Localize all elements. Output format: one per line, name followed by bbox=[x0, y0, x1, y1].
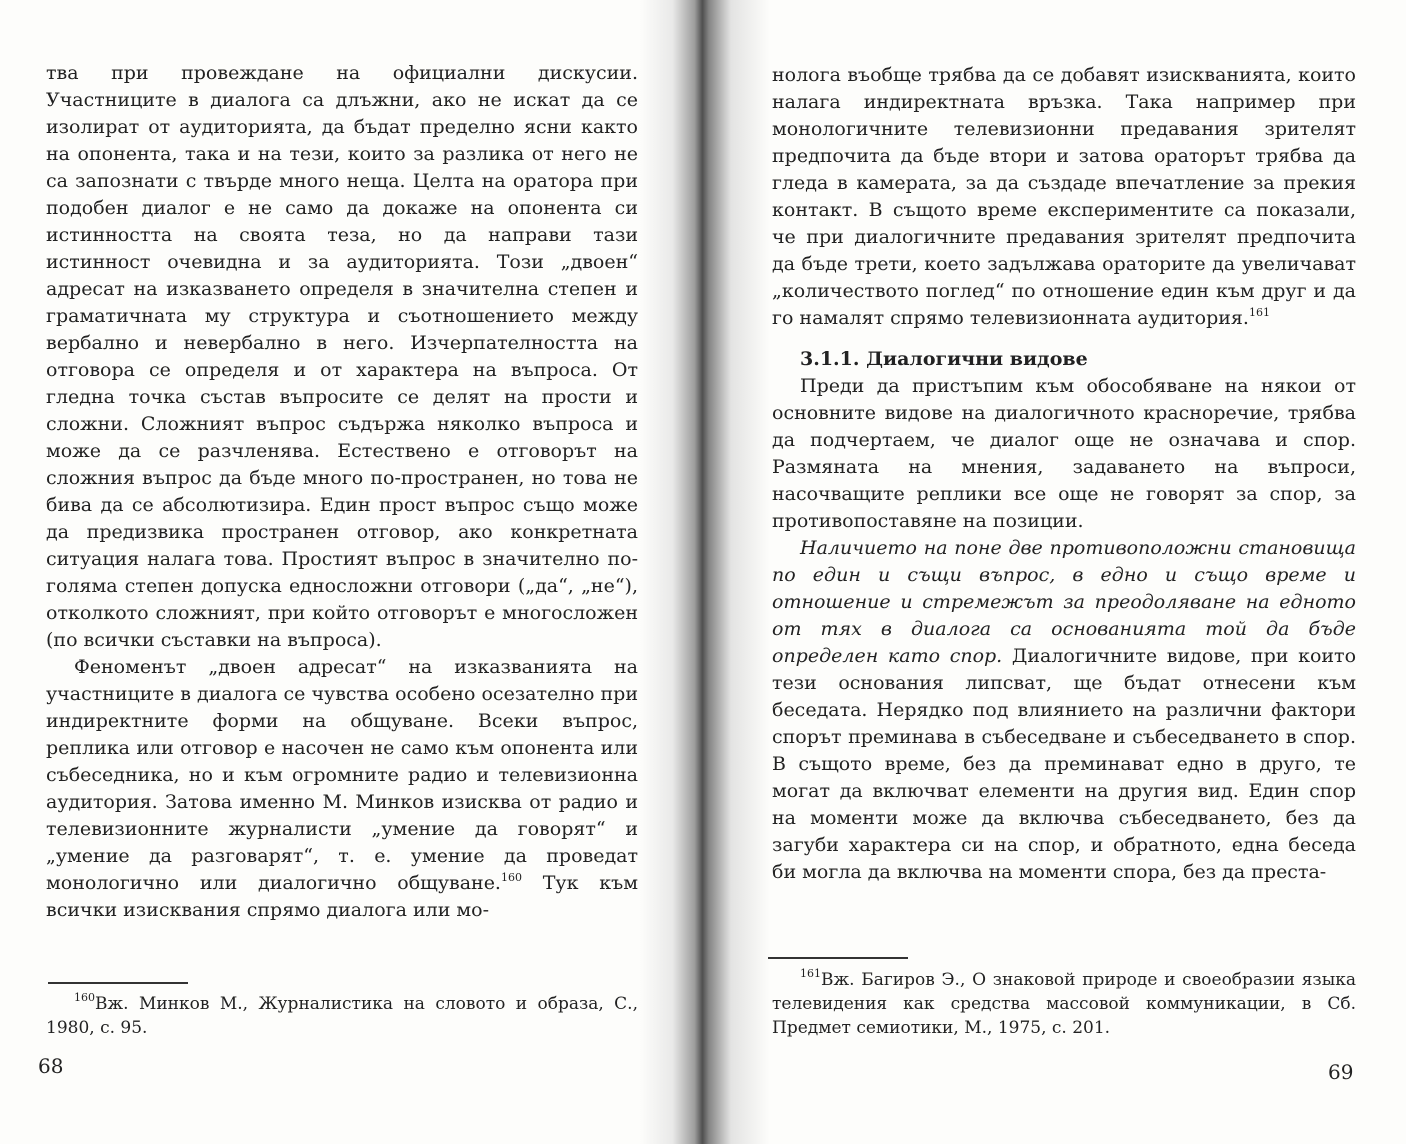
page-number: 69 bbox=[1328, 1060, 1354, 1084]
paragraph: тва при провеждане на официални дискусии. Участниците в диалога са длъжни, ако не искат да се изолират от аудиторията, да бъдат пределно ясни както на опонента, така и на тези, които за разлика от него не са запознати с твърде много неща. Целта на оратора при подобен диалог е не само да докаже на опонента си истинността на своята теза, но да направи тази истинност очевидна и за аудиторията. Този „двоен“ адресат на изказването определя в значителна степен и граматичната му структура и съотношението между вербално и невербално в него. Изчерпателността на отговора се определя и от характера на въпроса. От гледна точка състав въпросите се делят на прости и сложни. Сложният въпрос съдържа няколко въпроса и може да се разчленява. Естествено е отговорът на сложния въпрос да бъде много по-пространен, но това не бива да се абсолютизира. Един прост въпрос също може да предизвика пространен отговор, ако конкретната ситуация налага това. Простият въпрос в значително по-голяма степен допуска едносложни отговори („да“, „не“), отколкото сложният, при който отговорът е многосложен (по всички съставки на въпроса). bbox=[46, 62, 638, 651]
paragraph-text: нолога въобще трябва да се добавят изискванията, които налага индиректната връзка. Така например при монологичните телевизионни предавания зрителят предпочита да бъде втори и затова ораторът трябва да гледа в камерата, за да създаде впечатление за прекия контакт. В същото време експериментите са показали, че при диалогичните предавания зрителят предпочита да бъде трети, което задължава ораторите да увеличават „количеството поглед“ по отношение един към друг и да го намалят спрямо телевизионната аудитория. bbox=[772, 64, 1356, 329]
footnote-separator bbox=[768, 957, 908, 959]
footnote bbox=[772, 968, 1356, 1040]
paragraph-text-tail: Тук към всички изисквания спрямо диалога или мо- bbox=[46, 872, 638, 921]
paragraph-text: Феноменът „двоен адресат“ на изказванията на участниците в диалога се чувства особено осезателно при индиректните форми на общуване. Всеки въпрос, реплика или отговор е насочен не само към опонента или събеседника, но и към огромните радио и телевизионна аудитория. Затова именно М. Минков изисква от радио и телевизионните журналисти „умение да говорят“ и „умение да разговарят“, т. е. умение да проведат монологично или диалогично общуване. bbox=[46, 656, 638, 894]
footnote-number: 161 bbox=[800, 967, 821, 980]
left-page bbox=[0, 0, 696, 1144]
footnote bbox=[46, 992, 638, 1040]
paragraph bbox=[772, 535, 1356, 886]
footnote-ref: 161 bbox=[1248, 306, 1270, 319]
right-page bbox=[700, 0, 1406, 1144]
footnote-text: Вж. Багиров Э., О знаковой природе и своеобразии языка телевидения как средства массовой коммуникации, в Сб. Предмет семиотики, М., 1975, с. 201. bbox=[772, 970, 1356, 1038]
paragraph bbox=[772, 62, 1356, 332]
page-number: 68 bbox=[38, 1054, 64, 1078]
footnote-text: Вж. Минков М., Журналистика на словото и образа, С., 1980, с. 95. bbox=[46, 994, 638, 1038]
paragraph: Преди да пристъпим към обособяване на някои от основните видове на диалогичното красноречие, трябва да подчертаем, че диалог още не означава и спор. Размяната на мнения, задаването на въпроси, насочващите реплики все още не говорят за спор, за противопоставяне на позиции. bbox=[772, 375, 1356, 532]
footnote-separator bbox=[48, 982, 188, 984]
right-page-body bbox=[772, 62, 1356, 886]
paragraph-text: Диалогичните видове, при които тези основания липсват, ще бъдат отнесени към беседата. Нерядко под влиянието на различни фактори спорът преминава в събеседване и събеседването в спор. В същото време, без да преминават едно в друго, те могат да включват елементи на другия вид. Един спор на моменти може да включва събеседването, без да загуби характера си на спор, и обратното, една беседа би могла да включва на моменти спора, без да преста- bbox=[772, 645, 1357, 883]
left-page-body bbox=[46, 60, 638, 924]
footnote-ref: 160 bbox=[500, 871, 522, 884]
section-heading: 3.1.1. Диалогични видове bbox=[800, 348, 1088, 370]
emphasized-definition: Наличието на поне две противоположни становища по един и същи въпрос, в едно и също време и отношение и стремежът за преодоляване на едното от тях в диалога са основанията той да бъде определен като спор. bbox=[772, 537, 1356, 667]
paragraph bbox=[46, 654, 638, 924]
footnote-number: 160 bbox=[74, 991, 95, 1004]
